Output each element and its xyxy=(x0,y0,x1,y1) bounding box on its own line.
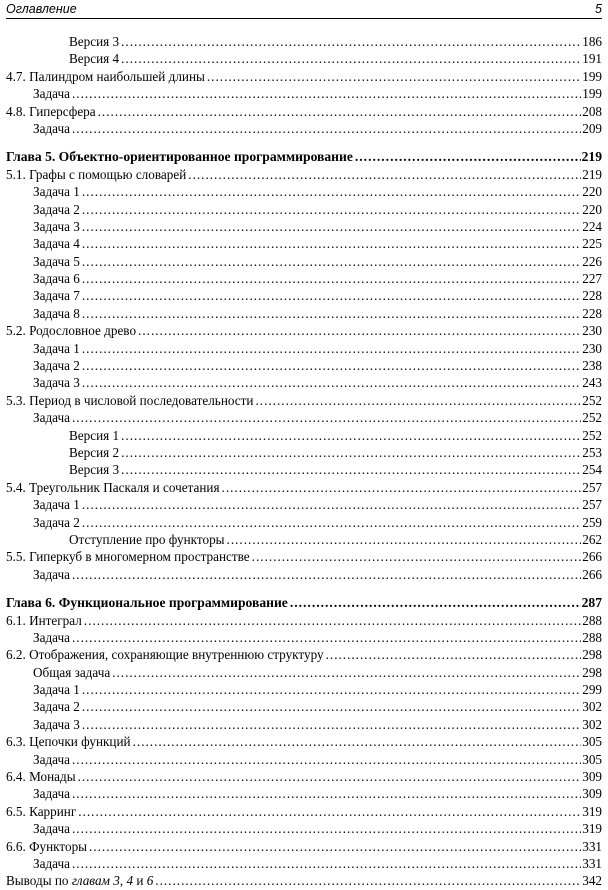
toc-entry-page: 266 xyxy=(582,566,602,582)
toc-entry-label: 5.1. Графы с помощью словарей xyxy=(6,166,187,182)
toc-entry-label: 6.4. Монады xyxy=(6,769,76,785)
toc-entry-label: Задача 7 xyxy=(33,288,80,304)
toc-entry-page: 319 xyxy=(582,821,602,837)
toc-entry-page: 252 xyxy=(582,427,602,443)
toc-entry[interactable] xyxy=(0,803,608,820)
toc-entry-label: 5.2. Родословное древо xyxy=(6,323,137,339)
toc-entry[interactable] xyxy=(0,646,608,663)
toc-entry-label: 4.7. Палиндром наибольшей длины xyxy=(6,68,205,84)
leader-dots xyxy=(82,716,581,733)
toc-entry-label: Задача 8 xyxy=(33,305,80,321)
toc-entry-page: 302 xyxy=(582,716,602,732)
leader-dots xyxy=(155,872,581,889)
toc-entry-page: 288 xyxy=(582,629,602,645)
running-head-page-number: 5 xyxy=(595,2,602,16)
leader-dots xyxy=(133,733,582,750)
leader-dots xyxy=(82,681,581,698)
toc-entry-page: 228 xyxy=(582,288,602,304)
toc-entry-page: 302 xyxy=(582,699,602,715)
toc-entry[interactable] xyxy=(0,496,608,513)
toc-entry-page: 227 xyxy=(582,271,602,287)
toc-entry[interactable] xyxy=(0,514,608,531)
toc-entry-page: 299 xyxy=(582,682,602,698)
leader-dots xyxy=(82,201,581,218)
toc-entry[interactable] xyxy=(0,733,608,750)
table-of-contents xyxy=(0,33,608,890)
toc-entry[interactable] xyxy=(0,479,608,496)
toc-entry[interactable] xyxy=(0,374,608,391)
leader-dots xyxy=(326,646,582,663)
toc-entry[interactable] xyxy=(0,85,608,102)
toc-chapter-heading[interactable] xyxy=(0,148,608,165)
toc-entry-label: Задача 3 xyxy=(33,375,80,391)
toc-entry-page: 220 xyxy=(582,201,602,217)
toc-entry-page: 252 xyxy=(582,410,602,426)
leader-dots xyxy=(121,461,581,478)
toc-entry-label: 5.3. Период в числовой последовательности xyxy=(6,392,254,408)
toc-entry-page: 257 xyxy=(582,497,602,513)
leader-dots xyxy=(121,444,581,461)
toc-entry-label: Задача xyxy=(33,629,70,645)
toc-entry[interactable] xyxy=(0,235,608,252)
toc-entry-label: Версия 2 xyxy=(69,444,120,460)
toc-entry[interactable] xyxy=(0,287,608,304)
leader-dots xyxy=(82,287,581,304)
toc-entry[interactable] xyxy=(0,427,608,444)
toc-entry[interactable] xyxy=(0,183,608,200)
toc-entry-page: 243 xyxy=(582,375,602,391)
leader-dots xyxy=(121,50,581,67)
toc-entry-page: 331 xyxy=(582,838,602,854)
toc-entry-page: 199 xyxy=(582,68,602,84)
toc-entry-page: 257 xyxy=(582,479,602,495)
toc-entry[interactable] xyxy=(0,531,608,548)
toc-entry-label: Глава 5. Объектно-ориентированное программирование xyxy=(6,149,353,165)
toc-entry-label: Версия 4 xyxy=(69,51,120,67)
toc-entry-page: 266 xyxy=(582,549,602,565)
toc-entry-label: Задача xyxy=(33,86,70,102)
leader-dots xyxy=(89,838,581,855)
toc-entry[interactable] xyxy=(0,340,608,357)
toc-entry[interactable] xyxy=(0,33,608,50)
toc-entry[interactable] xyxy=(0,166,608,183)
toc-entry-label: 6.6. Функторы xyxy=(6,838,88,854)
toc-entry[interactable] xyxy=(0,461,608,478)
toc-entry-page: 186 xyxy=(582,34,602,49)
toc-entry[interactable] xyxy=(0,548,608,565)
leader-dots xyxy=(82,340,581,357)
toc-entry-label: Задача 5 xyxy=(33,253,80,269)
leader-dots xyxy=(82,270,581,287)
toc-entry-page: 287 xyxy=(581,595,602,611)
toc-entry-label: Версия 1 xyxy=(69,427,120,443)
toc-entry-label: Задача 2 xyxy=(33,201,80,217)
leader-dots xyxy=(82,183,581,200)
leader-dots xyxy=(72,855,581,872)
toc-entry-label: 6.5. Карринг xyxy=(6,803,77,819)
toc-entry-label: 4.8. Гиперсфера xyxy=(6,103,96,119)
toc-entry-page: 225 xyxy=(582,236,602,252)
leader-dots xyxy=(82,235,581,252)
toc-entry-label: Выводы по главам 3, 4 и 6 xyxy=(6,873,154,889)
toc-entry-label: Версия 3 xyxy=(69,462,120,478)
toc-entry[interactable] xyxy=(0,716,608,733)
toc-entry-label: Задача 2 xyxy=(33,514,80,530)
toc-entry-label: Задача 3 xyxy=(33,218,80,234)
toc-chapter-heading[interactable] xyxy=(0,594,608,611)
leader-dots xyxy=(121,33,581,50)
toc-entry[interactable] xyxy=(0,305,608,322)
leader-dots xyxy=(98,103,582,120)
toc-entry-page: 228 xyxy=(582,305,602,321)
toc-entry-page: 224 xyxy=(582,218,602,234)
running-head xyxy=(6,2,602,18)
toc-entry[interactable] xyxy=(0,855,608,872)
toc-entry[interactable] xyxy=(0,698,608,715)
toc-entry-label: Задача 1 xyxy=(33,497,80,513)
toc-entry[interactable] xyxy=(0,201,608,218)
leader-dots xyxy=(207,68,581,85)
toc-entry[interactable] xyxy=(0,612,608,629)
toc-entry-page: 252 xyxy=(582,392,602,408)
toc-entry-page: 259 xyxy=(582,514,602,530)
toc-entry[interactable] xyxy=(0,820,608,837)
toc-entry-page: 220 xyxy=(582,184,602,200)
toc-entry[interactable] xyxy=(0,392,608,409)
leader-dots xyxy=(188,166,581,183)
toc-entry-label: 5.4. Треугольник Паскаля и сочетания xyxy=(6,479,220,495)
leader-dots xyxy=(72,409,581,426)
toc-entry[interactable] xyxy=(0,253,608,270)
leader-dots xyxy=(78,768,582,785)
toc-entry-label: Задача xyxy=(33,410,70,426)
toc-entry-label: Задача 2 xyxy=(33,699,80,715)
toc-entry[interactable] xyxy=(0,444,608,461)
toc-group-chapter-5 xyxy=(0,148,608,583)
toc-entry-label: Задача xyxy=(33,566,70,582)
leader-dots xyxy=(82,305,581,322)
toc-entry-page: 331 xyxy=(582,855,602,871)
toc-entry-label: Отступление про функторы xyxy=(69,531,225,547)
toc-entry-page: 288 xyxy=(582,612,602,628)
leader-dots xyxy=(82,374,581,391)
toc-gap xyxy=(0,583,608,594)
leader-dots xyxy=(82,514,581,531)
leader-dots xyxy=(355,148,581,165)
leader-dots xyxy=(138,322,581,339)
toc-entry[interactable] xyxy=(0,322,608,339)
toc-entry-page: 199 xyxy=(582,86,602,102)
leader-dots xyxy=(72,629,581,646)
leader-dots xyxy=(290,594,581,611)
toc-entry-label: Задача 1 xyxy=(33,682,80,698)
toc-entry-label: Задача xyxy=(33,751,70,767)
toc-entry-page: 209 xyxy=(582,120,602,136)
toc-entry-page: 305 xyxy=(582,751,602,767)
leader-dots xyxy=(84,612,581,629)
toc-entry[interactable] xyxy=(0,50,608,67)
toc-group-chapter-6 xyxy=(0,594,608,872)
toc-entry[interactable] xyxy=(0,681,608,698)
toc-entry-page: 219 xyxy=(582,166,602,182)
toc-entry[interactable] xyxy=(0,838,608,855)
leader-dots xyxy=(72,785,581,802)
toc-entry[interactable] xyxy=(0,751,608,768)
toc-entry-page: 262 xyxy=(582,531,602,547)
toc-entry-label: 6.1. Интеграл xyxy=(6,612,82,628)
toc-entry-label: 6.2. Отображения, сохраняющие внутреннюю структуру xyxy=(6,647,324,663)
toc-entry[interactable] xyxy=(0,218,608,235)
toc-entry[interactable] xyxy=(0,68,608,85)
toc-entry-label: Задача 6 xyxy=(33,271,80,287)
toc-entry-label: 6.3. Цепочки функций xyxy=(6,734,131,750)
leader-dots xyxy=(72,85,581,102)
toc-entry-page: 226 xyxy=(582,253,602,269)
leader-dots xyxy=(82,218,581,235)
leader-dots xyxy=(227,531,582,548)
toc-entry-label: Версия 3 xyxy=(69,34,120,49)
toc-entry-label: Задача 3 xyxy=(33,716,80,732)
leader-dots xyxy=(121,427,581,444)
toc-entry[interactable] xyxy=(0,664,608,681)
toc-entry-page: 230 xyxy=(582,323,602,339)
toc-entry[interactable] xyxy=(0,120,608,137)
toc-entry[interactable] xyxy=(0,785,608,802)
header-rule xyxy=(6,18,602,19)
toc-entry-label: 5.5. Гиперкуб в многомерном пространстве xyxy=(6,549,250,565)
toc-entry-page: 309 xyxy=(582,769,602,785)
toc-entry-label: Задача 4 xyxy=(33,236,80,252)
toc-entry-conclusions[interactable] xyxy=(0,872,608,889)
leader-dots xyxy=(78,803,581,820)
toc-entry-label: Задача 1 xyxy=(33,340,80,356)
toc-entry-page: 238 xyxy=(582,358,602,374)
toc-entry-page: 230 xyxy=(582,340,602,356)
toc-entry-label: Задача 1 xyxy=(33,184,80,200)
toc-entry[interactable] xyxy=(0,768,608,785)
running-head-title: Оглавление xyxy=(6,2,77,16)
leader-dots xyxy=(255,392,581,409)
toc-entry-label: Задача 2 xyxy=(33,358,80,374)
toc-entry-page: 305 xyxy=(582,734,602,750)
toc-entry-page: 219 xyxy=(581,149,602,165)
leader-dots xyxy=(72,120,581,137)
leader-dots xyxy=(72,566,581,583)
toc-entry[interactable] xyxy=(0,270,608,287)
toc-entry-page: 319 xyxy=(582,803,602,819)
toc-entry[interactable] xyxy=(0,409,608,426)
leader-dots xyxy=(252,548,582,565)
leader-dots xyxy=(82,253,581,270)
leader-dots xyxy=(82,496,581,513)
toc-entry-page: 208 xyxy=(582,103,602,119)
toc-gap xyxy=(0,137,608,148)
leader-dots xyxy=(222,479,582,496)
toc-entry-label: Задача xyxy=(33,855,70,871)
toc-entry[interactable] xyxy=(0,629,608,646)
toc-entry-page: 309 xyxy=(582,786,602,802)
toc-entry-label: Задача xyxy=(33,786,70,802)
toc-entry[interactable] xyxy=(0,103,608,120)
leader-dots xyxy=(82,357,581,374)
toc-entry-page: 253 xyxy=(582,444,602,460)
leader-dots xyxy=(112,664,581,681)
toc-entry-page: 254 xyxy=(582,462,602,478)
leader-dots xyxy=(72,751,581,768)
toc-entry-page: 298 xyxy=(582,647,602,663)
toc-group-chapter-4-tail xyxy=(0,33,608,137)
toc-entry-label: Общая задача xyxy=(33,664,111,680)
toc-entry-page: 298 xyxy=(582,664,602,680)
toc-entry[interactable] xyxy=(0,566,608,583)
toc-entry-page: 191 xyxy=(582,51,602,67)
leader-dots xyxy=(82,698,581,715)
toc-entry-label: Задача xyxy=(33,120,70,136)
toc-entry-page: 342 xyxy=(582,873,602,889)
toc-entry-label: Задача xyxy=(33,821,70,837)
toc-entry[interactable] xyxy=(0,357,608,374)
toc-entry-label: Глава 6. Функциональное программирование xyxy=(6,595,288,611)
leader-dots xyxy=(72,820,581,837)
